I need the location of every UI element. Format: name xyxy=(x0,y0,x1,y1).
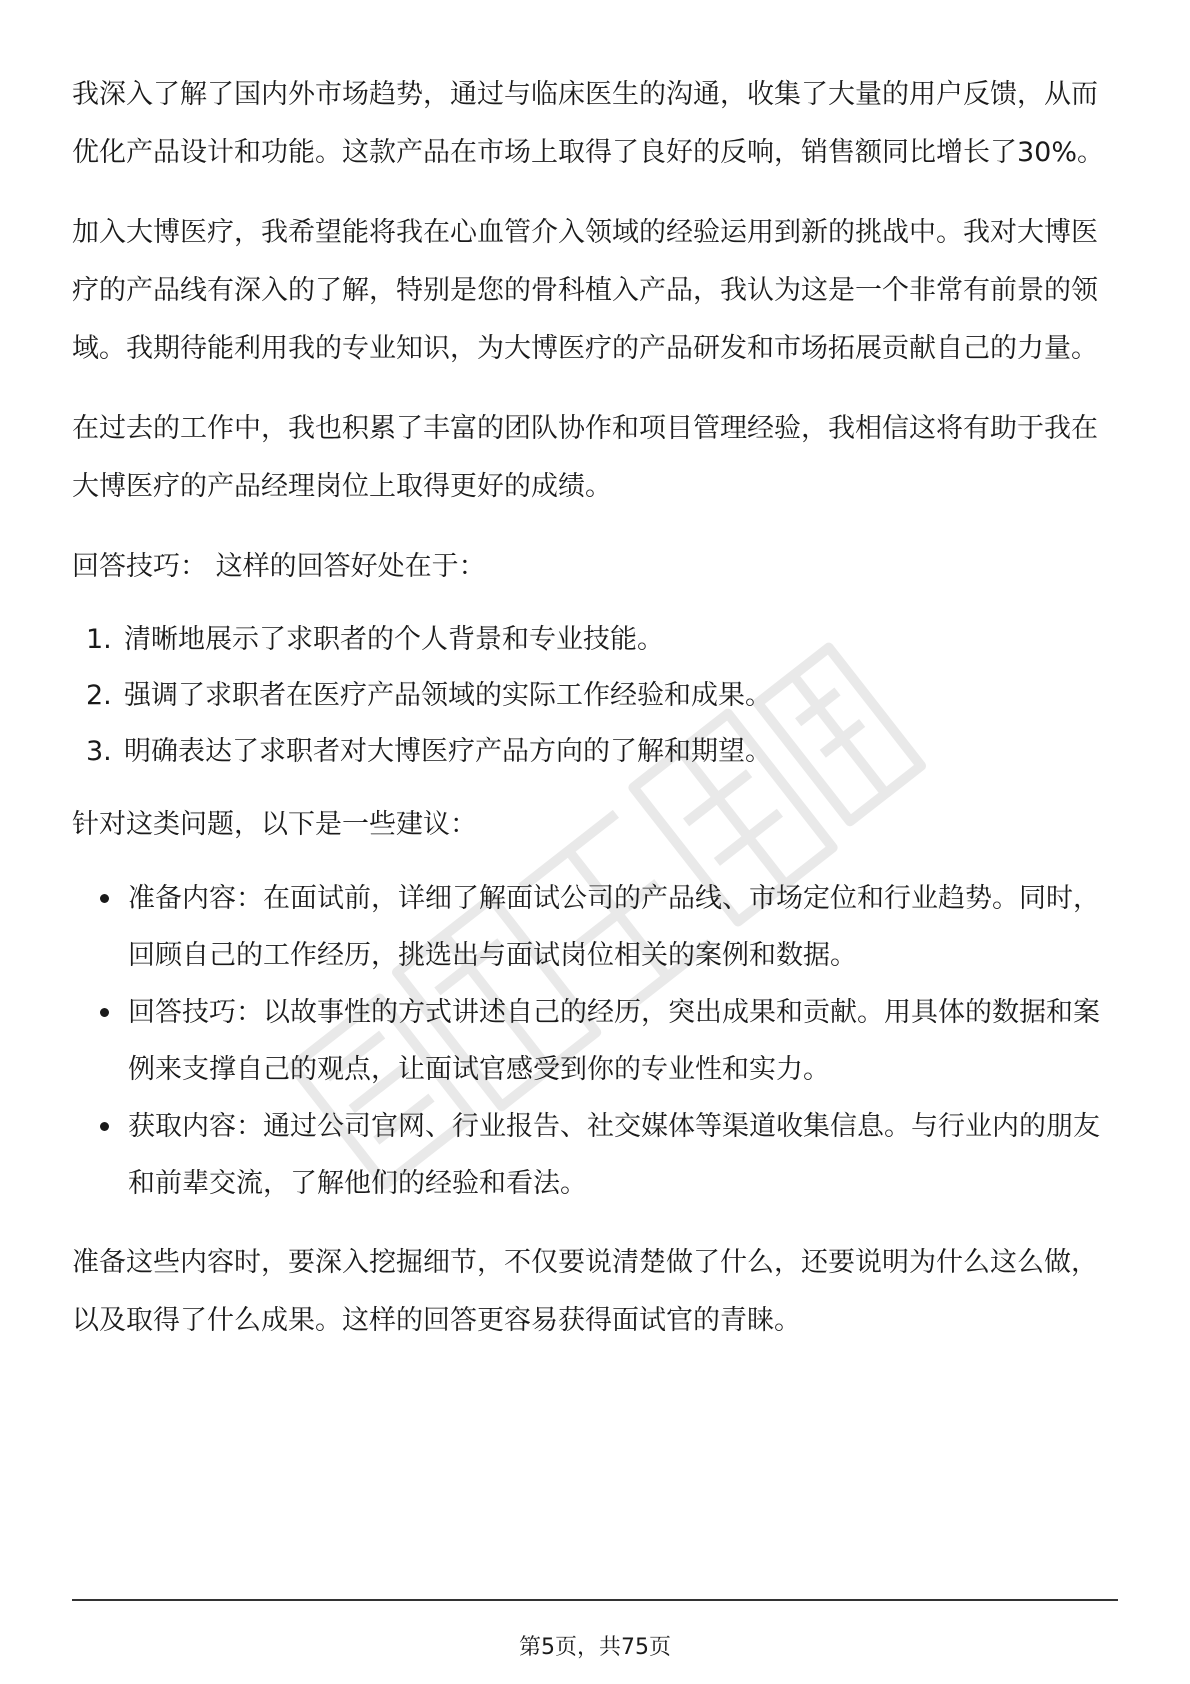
page-number: 第5页，共75页 xyxy=(519,1635,671,1660)
list-item-text: 明确表达了求职者对大博医疗产品方向的了解和期望。 xyxy=(124,736,772,767)
paragraph-motivation: 加入大博医疗，我希望能将我在心血管介入领域的经验运用到新的挑战中。我对大博医疗的产品线有深入的了解，特别是您的骨科植入产品，我认为这是一个非常有前景的领域。我期待能利用我的专业知识，为大博医疗的产品研发和市场拓展贡献自己的力量。 xyxy=(72,217,1098,364)
list-item xyxy=(72,612,1118,668)
list-item-text: 清晰地展示了求职者的个人背景和专业技能。 xyxy=(124,624,664,655)
list-number: 3. xyxy=(86,736,112,767)
bullet-icon xyxy=(100,894,109,903)
paragraph-teamwork: 在过去的工作中，我也积累了丰富的团队协作和项目管理经验，我相信这将有助于我在大博医疗的产品经理岗位上取得更好的成绩。 xyxy=(72,413,1098,502)
list-item xyxy=(72,724,1118,780)
list-item xyxy=(72,870,1118,984)
list-item-text: 获取内容：通过公司官网、行业报告、社交媒体等渠道收集信息。与行业内的朋友和前辈交流，了解他们的经验和看法。 xyxy=(128,1111,1100,1199)
list-number: 2. xyxy=(86,680,112,711)
list-item xyxy=(72,984,1118,1098)
list-number: 1. xyxy=(86,624,112,655)
list-item-text: 强调了求职者在医疗产品领域的实际工作经验和成果。 xyxy=(124,680,772,711)
closing-paragraph: 准备这些内容时，要深入挖掘细节，不仅要说清楚做了什么，还要说明为什么这么做，以及取得了什么成果。这样的回答更容易获得面试官的青睐。 xyxy=(72,1247,1098,1336)
list-item-text: 准备内容：在面试前，详细了解面试公司的产品线、市场定位和行业趋势。同时，回顾自己的工作经历，挑选出与面试岗位相关的案例和数据。 xyxy=(128,883,1100,971)
list-item xyxy=(72,668,1118,724)
list-item xyxy=(72,1098,1118,1212)
footer-divider xyxy=(72,1599,1118,1601)
list-item-text: 回答技巧：以故事性的方式讲述自己的经历，突出成果和贡献。用具体的数据和案例来支撑自己的观点，让面试官感受到你的专业性和实力。 xyxy=(128,997,1100,1085)
advice-heading: 针对这类问题，以下是一些建议： xyxy=(72,809,477,840)
advice-list xyxy=(72,870,1118,1212)
paragraph-market-experience: 我深入了解了国内外市场趋势，通过与临床医生的沟通，收集了大量的用户反馈，从而优化产品设计和功能。这款产品在市场上取得了良好的反响，销售额同比增长了30%。 xyxy=(72,79,1105,168)
tips-heading: 回答技巧： 这样的回答好处在于： xyxy=(72,551,486,582)
document-body xyxy=(72,66,1118,1372)
bullet-icon xyxy=(100,1008,109,1017)
answer-benefits-list xyxy=(72,612,1118,780)
bullet-icon xyxy=(100,1122,109,1131)
